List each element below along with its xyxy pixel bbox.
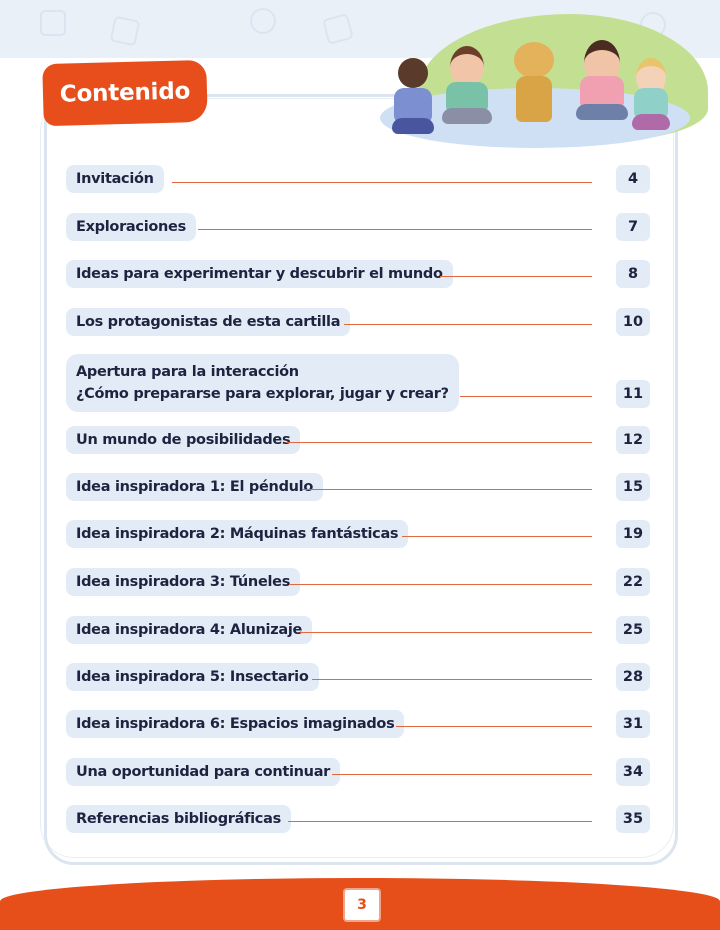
child-figure	[388, 58, 438, 138]
toc-leader-line	[396, 726, 592, 727]
toc-leader-line	[302, 489, 592, 490]
toc-entry-page: 7	[616, 213, 650, 241]
toc-leader-line	[172, 182, 592, 183]
toc-entry-page: 15	[616, 473, 650, 501]
toc-entry-label: Idea inspiradora 6: Espacios imaginados	[66, 710, 404, 738]
toc-entry-page: 4	[616, 165, 650, 193]
toc-entry-page: 25	[616, 616, 650, 644]
toc-leader-line	[288, 821, 592, 822]
toc-entry-page: 12	[616, 426, 650, 454]
doodle-icon	[322, 13, 354, 45]
toc-leader-line	[344, 324, 592, 325]
toc-entry-page: 11	[616, 380, 650, 408]
toc-leader-line	[402, 536, 592, 537]
toc-entry-label	[66, 354, 459, 412]
toc-entry-page: 10	[616, 308, 650, 336]
toc-entry-label: Referencias bibliográficas	[66, 805, 291, 833]
toc-entry-label: Una oportunidad para continuar	[66, 758, 340, 786]
toc-entry-page: 19	[616, 520, 650, 548]
contents-title-tab	[42, 60, 208, 126]
doodle-icon	[250, 8, 276, 34]
toc-entry-page: 35	[616, 805, 650, 833]
toc-entry-page: 34	[616, 758, 650, 786]
jaguar-figure	[504, 42, 564, 128]
toc-entry-label: Idea inspiradora 1: El péndulo	[66, 473, 323, 501]
toc-entry-page: 31	[616, 710, 650, 738]
toc-entry-label: Invitación	[66, 165, 164, 193]
toc-leader-line	[332, 774, 592, 775]
toc-leader-line	[440, 276, 592, 277]
toc-entry-page: 28	[616, 663, 650, 691]
doodle-icon	[40, 10, 66, 36]
toc-entry-page: 22	[616, 568, 650, 596]
toc-entry-label: Idea inspiradora 3: Túneles	[66, 568, 300, 596]
toc-entry-label: Exploraciones	[66, 213, 196, 241]
page-number: 3	[343, 888, 381, 922]
toc-entry-page: 8	[616, 260, 650, 288]
toc-leader-line	[300, 632, 592, 633]
toc-entry-label: Un mundo de posibilidades	[66, 426, 300, 454]
page-title: Contenido	[59, 78, 191, 108]
child-figure	[440, 46, 494, 126]
toc-entry-label-line2: ¿Cómo prepararse para explorar, jugar y crear?	[76, 386, 449, 402]
child-figure	[574, 40, 630, 124]
child-figure	[630, 58, 674, 134]
toc-entry-label: Idea inspiradora 2: Máquinas fantásticas	[66, 520, 408, 548]
toc-leader-line	[312, 679, 592, 680]
toc-entry-label: Idea inspiradora 4: Alunizaje	[66, 616, 312, 644]
doodle-icon	[110, 16, 141, 47]
toc-entry-label: Ideas para experimentar y descubrir el mundo	[66, 260, 453, 288]
toc-leader-line	[286, 442, 592, 443]
toc-entry-label: Idea inspiradora 5: Insectario	[66, 663, 319, 691]
toc-entry-label-line1: Apertura para la interacción	[76, 364, 299, 380]
toc-leader-line	[460, 396, 592, 397]
toc-leader-line	[290, 584, 592, 585]
toc-leader-line	[198, 229, 592, 230]
toc-entry-label: Los protagonistas de esta cartilla	[66, 308, 350, 336]
